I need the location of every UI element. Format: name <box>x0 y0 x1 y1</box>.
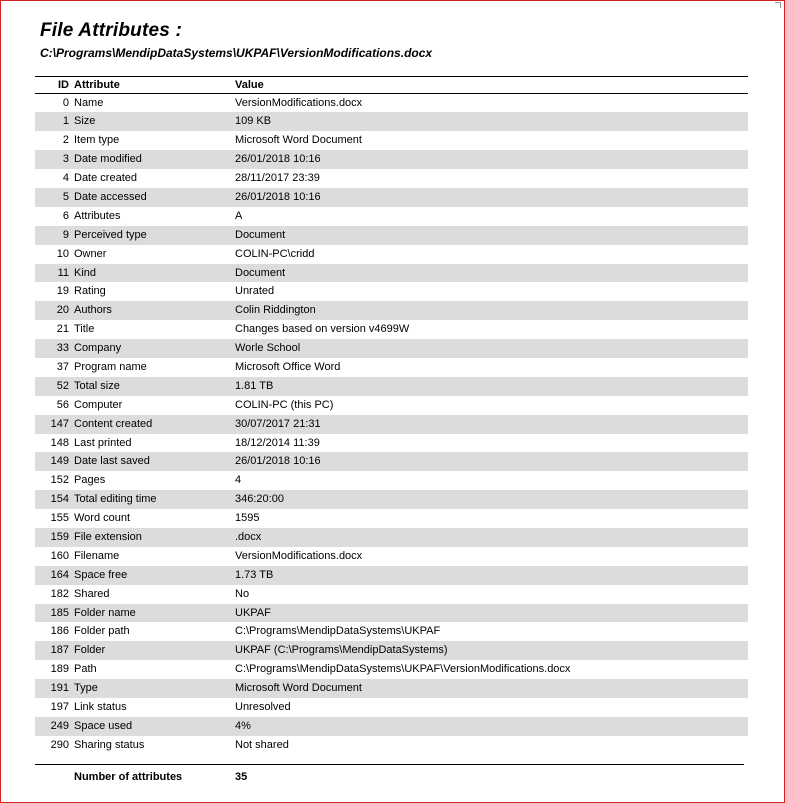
row-value: 346:20:00 <box>235 493 284 506</box>
table-row <box>35 94 748 113</box>
table-row <box>35 226 748 245</box>
row-value: COLIN-PC (this PC) <box>235 398 334 411</box>
row-id: 33 <box>56 342 69 355</box>
row-id: 152 <box>50 474 69 487</box>
row-value: 26/01/2018 10:16 <box>235 455 321 468</box>
row-value: Document <box>235 228 286 241</box>
row-value: 1595 <box>235 512 260 525</box>
row-attribute: Link status <box>74 701 127 713</box>
row-value: 1.81 TB <box>235 379 274 392</box>
table-row <box>35 698 748 717</box>
row-attribute: Perceived type <box>74 228 147 241</box>
row-attribute: Shared <box>74 587 110 600</box>
row-id: 197 <box>50 701 69 713</box>
row-id: 191 <box>50 682 69 695</box>
row-attribute: Kind <box>74 266 97 279</box>
row-id: 154 <box>50 493 69 506</box>
row-id: 21 <box>56 323 69 336</box>
row-attribute: Sharing status <box>74 738 145 751</box>
row-attribute: Date last saved <box>74 455 150 468</box>
row-value: C:\Programs\MendipDataSystems\UKPAF <box>235 625 441 638</box>
attribute-count-value: 35 <box>235 771 248 783</box>
row-id: 5 <box>62 190 69 203</box>
table-row <box>35 320 748 339</box>
row-attribute: Authors <box>74 304 112 317</box>
row-value: Microsoft Word Document <box>235 134 362 147</box>
table-header <box>35 78 748 94</box>
table-row <box>35 301 748 320</box>
row-value: Microsoft Word Document <box>235 682 362 695</box>
row-attribute: Attributes <box>74 209 121 222</box>
row-id: 10 <box>56 247 69 260</box>
row-value: Changes based on version v4699W <box>235 323 410 336</box>
row-attribute: Date accessed <box>74 190 147 203</box>
row-id: 6 <box>62 209 69 222</box>
row-id: 164 <box>50 568 69 581</box>
row-attribute: Space free <box>74 568 128 581</box>
row-attribute: Company <box>74 342 122 355</box>
row-id: 187 <box>50 644 69 657</box>
column-header-value: Value <box>235 79 264 91</box>
row-value: Not shared <box>235 738 289 751</box>
row-attribute: Folder name <box>74 606 136 619</box>
table-row <box>35 207 748 226</box>
table-row <box>35 528 748 547</box>
table-row <box>35 604 748 623</box>
row-value: 30/07/2017 21:31 <box>235 417 321 430</box>
table-footer <box>35 769 748 785</box>
footer-rule <box>35 764 744 765</box>
row-attribute: Rating <box>74 285 106 298</box>
row-id: 37 <box>56 360 69 373</box>
row-value: 26/01/2018 10:16 <box>235 153 321 166</box>
row-id: 20 <box>56 304 69 317</box>
row-attribute: Folder <box>74 644 106 657</box>
table-row <box>35 282 748 301</box>
row-attribute: Content created <box>74 417 153 430</box>
row-id: 11 <box>57 266 69 279</box>
table-row <box>35 585 748 604</box>
row-id: 155 <box>50 512 69 525</box>
row-id: 0 <box>62 96 69 109</box>
row-id: 4 <box>62 172 69 185</box>
table-row <box>35 452 748 471</box>
column-header-attribute: Attribute <box>74 79 120 91</box>
row-id: 185 <box>50 606 69 619</box>
table-row <box>35 622 748 641</box>
table-row <box>35 471 748 490</box>
row-value: UKPAF (C:\Programs\MendipDataSystems) <box>235 644 448 657</box>
row-id: 9 <box>62 228 69 241</box>
row-attribute: Computer <box>74 398 123 411</box>
table-row <box>35 169 748 188</box>
row-id: 182 <box>50 587 69 600</box>
column-header-id: ID <box>58 79 69 91</box>
row-value: 4 <box>235 474 242 487</box>
header-top-rule <box>35 76 748 77</box>
table-row <box>35 112 748 131</box>
table-row <box>35 150 748 169</box>
row-value: 1.73 TB <box>235 568 274 581</box>
row-id: 249 <box>50 719 69 732</box>
row-value: Unrated <box>235 285 275 298</box>
row-id: 147 <box>50 417 69 430</box>
row-value: Colin Riddington <box>235 304 316 317</box>
row-attribute: Item type <box>74 134 120 147</box>
row-attribute: Type <box>74 682 98 695</box>
attribute-count-label: Number of attributes <box>74 771 183 783</box>
row-value: Worle School <box>235 342 301 355</box>
row-attribute: Word count <box>74 512 131 525</box>
row-value: 28/11/2017 23:39 <box>235 172 320 185</box>
row-id: 148 <box>50 436 69 449</box>
row-attribute: Total size <box>74 379 120 392</box>
table-row <box>35 188 748 207</box>
row-attribute: Pages <box>74 474 106 487</box>
row-value: 109 KB <box>235 115 272 128</box>
row-id: 52 <box>56 379 69 392</box>
table-row <box>35 641 748 660</box>
row-id: 186 <box>50 625 69 638</box>
row-id: 290 <box>50 738 69 751</box>
row-id: 3 <box>62 153 69 166</box>
row-id: 159 <box>50 530 69 543</box>
row-value: 18/12/2014 11:39 <box>235 436 320 449</box>
table-row <box>35 358 748 377</box>
row-value: 4% <box>235 719 251 732</box>
table-row <box>35 717 748 736</box>
row-attribute: Program name <box>74 360 147 373</box>
row-id: 160 <box>50 549 69 562</box>
row-value: VersionModifications.docx <box>235 549 363 562</box>
row-attribute: Title <box>74 323 95 336</box>
row-value: .docx <box>235 530 262 543</box>
table-row <box>35 415 748 434</box>
row-id: 56 <box>56 398 69 411</box>
row-attribute: Date created <box>74 172 137 185</box>
table-row <box>35 264 748 283</box>
row-value: COLIN-PC\cridd <box>235 247 315 260</box>
table-row <box>35 736 748 755</box>
table-row <box>35 377 748 396</box>
row-id: 149 <box>50 455 69 468</box>
row-attribute: Size <box>74 115 96 128</box>
row-id: 19 <box>56 285 69 298</box>
table-row <box>35 131 748 150</box>
table-row <box>35 490 748 509</box>
table-row <box>35 679 748 698</box>
table-row <box>35 434 748 453</box>
row-value: C:\Programs\MendipDataSystems\UKPAF\VersionModifications.docx <box>235 663 571 676</box>
row-attribute: Folder path <box>74 625 130 638</box>
row-value: UKPAF <box>235 606 271 619</box>
file-path: C:\Programs\MendipDataSystems\UKPAF\VersionModifications.docx <box>40 46 433 60</box>
table-row <box>35 245 748 264</box>
table-row <box>35 339 748 358</box>
report-title: File Attributes : <box>40 20 183 41</box>
row-attribute: Date modified <box>74 153 142 166</box>
row-id: 1 <box>62 115 69 128</box>
page-corner-mark <box>775 2 781 8</box>
row-attribute: File extension <box>74 530 142 543</box>
row-value: Microsoft Office Word <box>235 360 341 373</box>
row-value: 26/01/2018 10:16 <box>235 190 321 203</box>
row-attribute: Name <box>74 96 104 109</box>
row-value: No <box>235 587 250 600</box>
row-id: 189 <box>50 663 69 676</box>
row-attribute: Owner <box>74 247 107 260</box>
row-value: Unresolved <box>235 701 291 713</box>
row-value: VersionModifications.docx <box>235 96 363 109</box>
row-value: A <box>235 209 243 222</box>
table-row <box>35 547 748 566</box>
row-attribute: Space used <box>74 719 133 732</box>
row-attribute: Filename <box>74 549 120 562</box>
table-row <box>35 660 748 679</box>
row-id: 2 <box>62 134 69 147</box>
table-row <box>35 566 748 585</box>
attribute-table-body <box>35 94 748 755</box>
row-attribute: Total editing time <box>74 493 157 506</box>
table-row <box>35 396 748 415</box>
row-attribute: Path <box>74 663 97 676</box>
table-row <box>35 509 748 528</box>
row-attribute: Last printed <box>74 436 132 449</box>
row-value: Document <box>235 266 286 279</box>
